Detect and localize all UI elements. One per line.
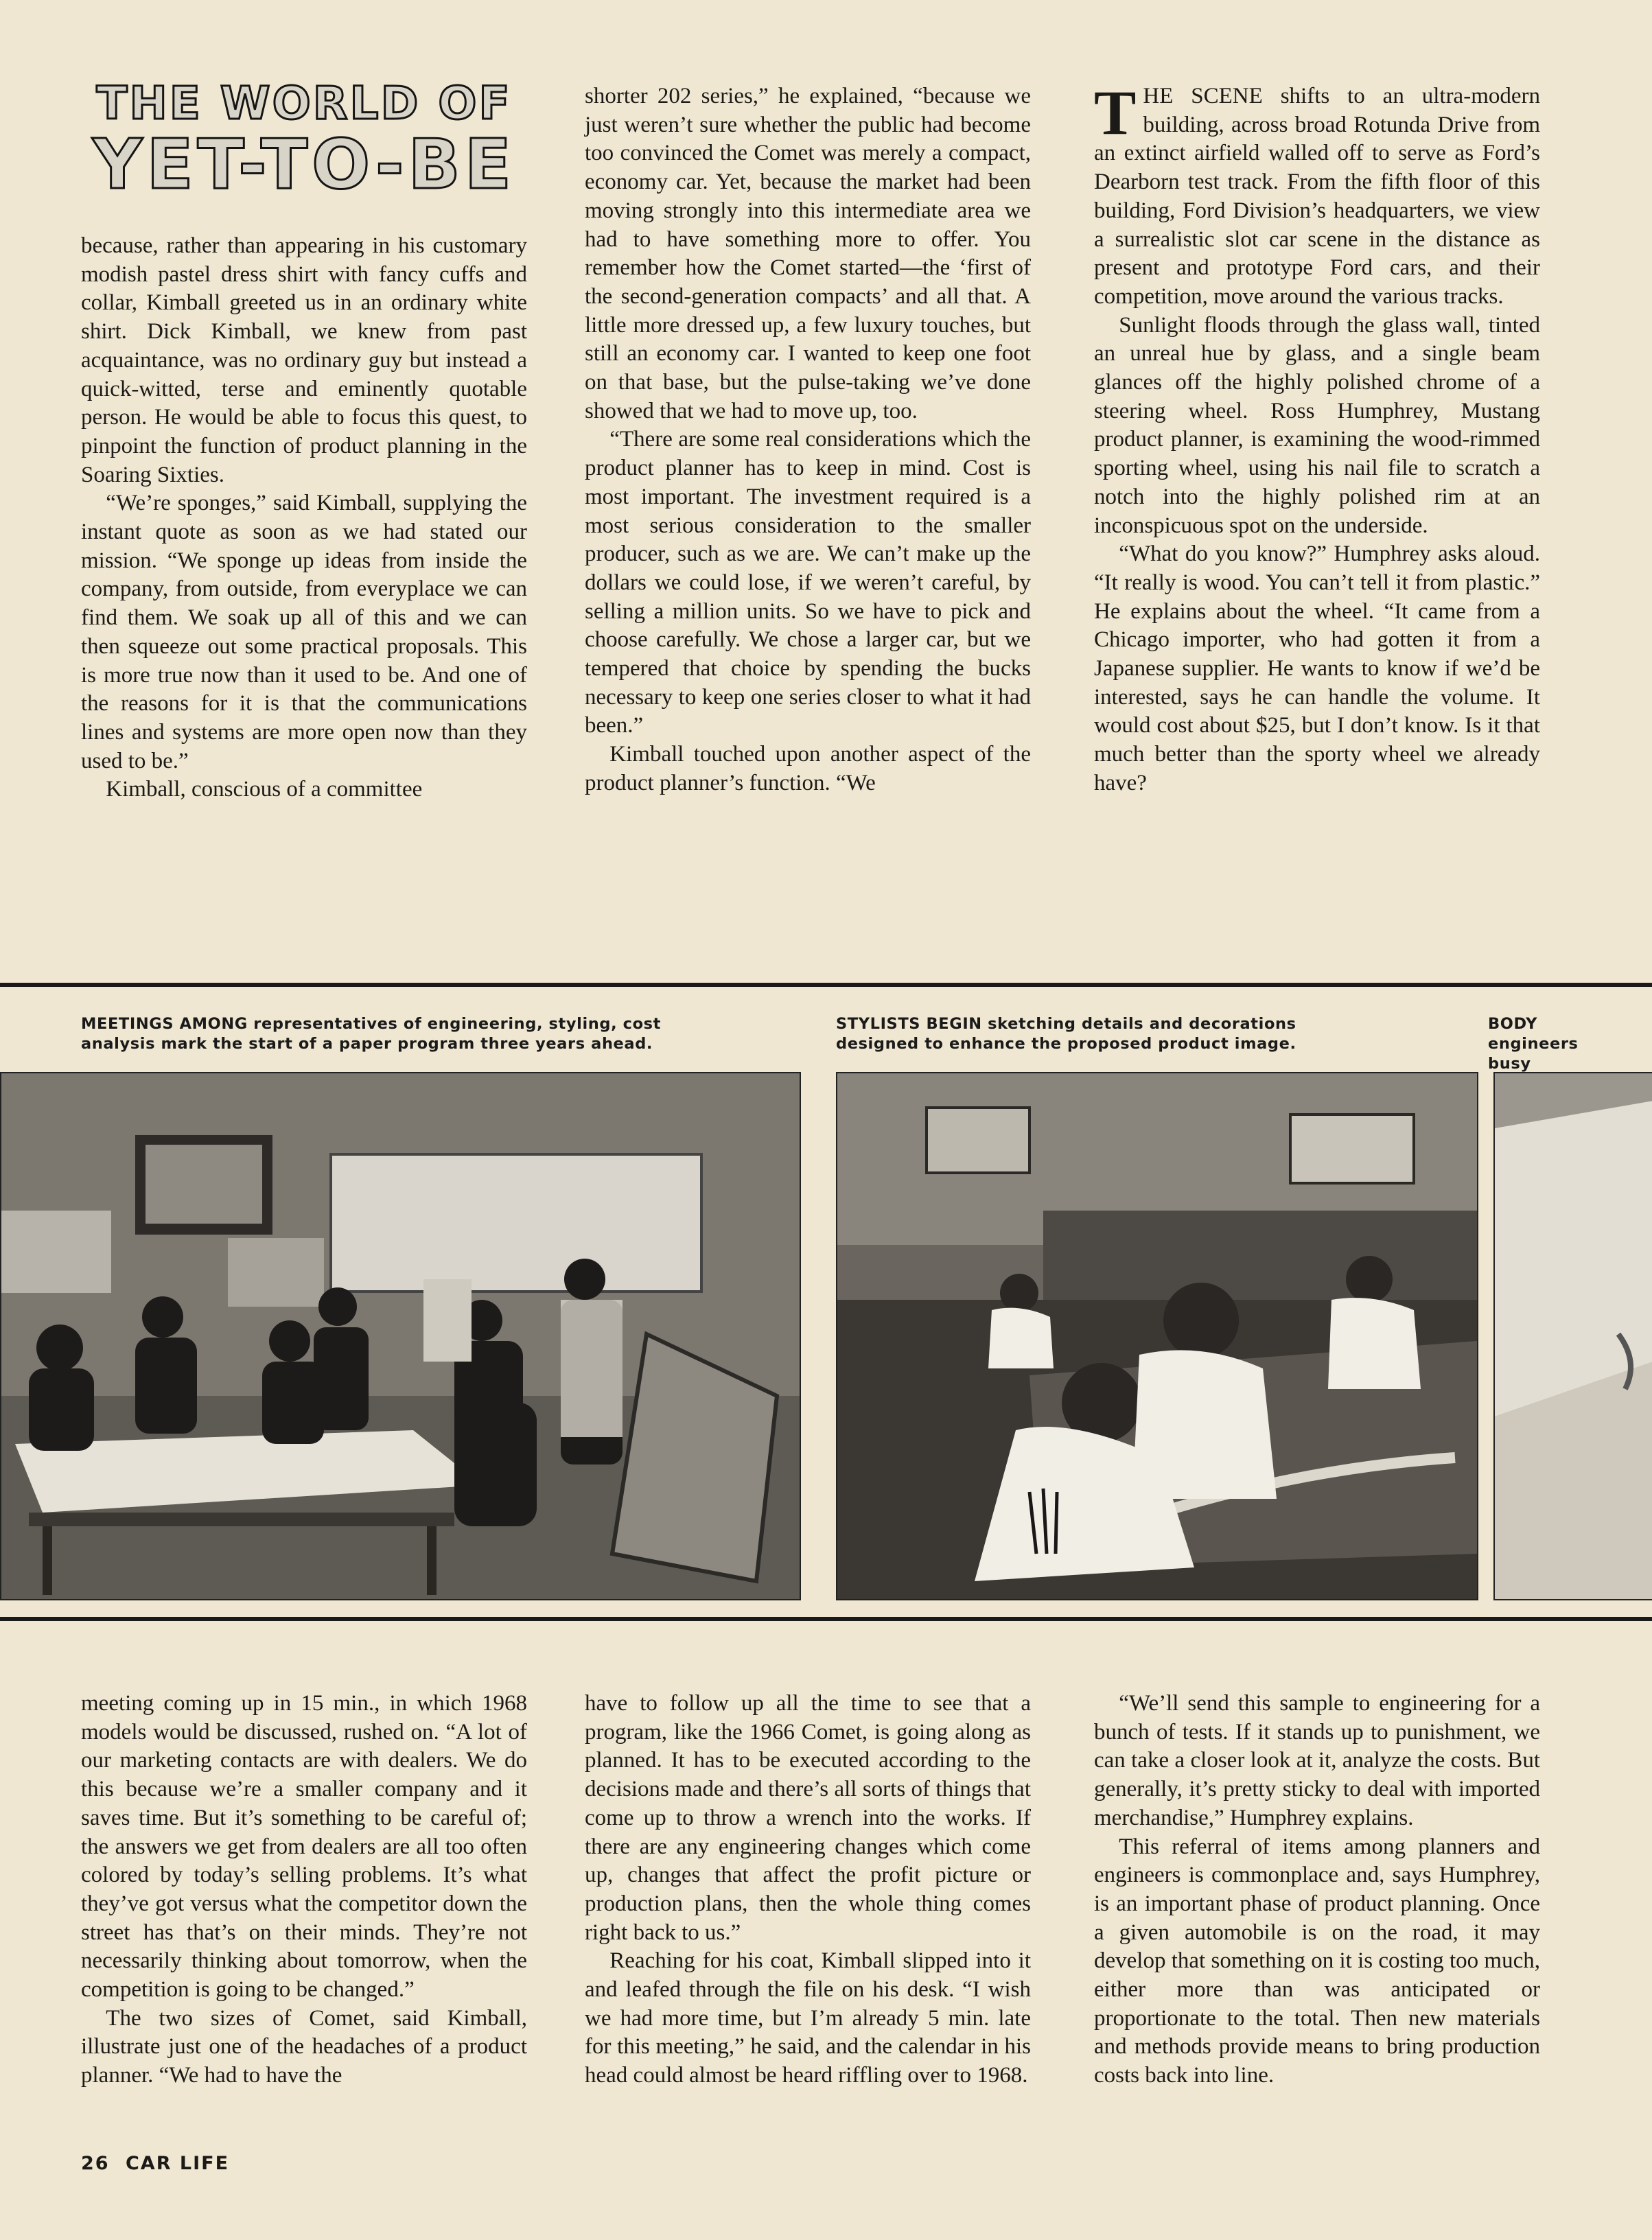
photo-stylists <box>836 1072 1478 1600</box>
page-footer <box>81 2153 229 2174</box>
bottom-column-1 <box>81 1690 527 2090</box>
paragraph: have to follow up all the time to see that a program, like the 1966 Comet, is going along as planned. It has to be executed according to the decisions made and there’s all sorts of things that come up to throw a wrench into the works. If there are any engineering changes which come up, changes that affect the profit picture or production plans, then the whole thing comes right back to us.” <box>585 1691 1031 1945</box>
paragraph: The two sizes of Comet, said Kimball, illustrate just one of the headaches of a product planner. “We had to have the <box>81 2005 527 2088</box>
caption-lead: STYLISTS BEGIN <box>836 1015 982 1033</box>
magazine-name: CAR LIFE <box>125 2153 230 2174</box>
paragraph: Kimball, conscious of a committee <box>106 777 423 802</box>
caption-text: representatives of engineering, styling, cost analysis mark the start of a paper program three years ahead. <box>81 1015 662 1053</box>
paragraph: “We’ll send this sample to engineering for a bunch of tests. If it stands up to punishment, we can take a closer look at it, analyze the costs. But generally, it’s pretty sticky to deal with imported merchandise,” Humphrey explains. <box>1094 1691 1540 1830</box>
caption-meetings <box>81 1014 740 1054</box>
lead-in: HE SCENE <box>1143 84 1263 108</box>
photo-meeting <box>0 1072 801 1600</box>
top-column-3 <box>1094 78 1540 798</box>
paragraph: “There are some real considerations which the product planner has to keep in mind. Cost is most important. The investment required is a most serious consideration to the smaller producer, such as we are. We can’t make up the dollars we could lose, if we weren’t careful, by selling a million units. So we have to pick and choose carefully. We chose a larger car, but we tempered that choice by spending the bucks necessary to keep one series closer to what it had been.” <box>585 427 1031 738</box>
drop-cap: T <box>1094 78 1137 148</box>
photo-body-engineers <box>1493 1072 1652 1600</box>
caption-lead: MEETINGS AMONG <box>81 1015 248 1033</box>
top-column-1 <box>81 232 527 804</box>
caption-text: engineers busy <box>1488 1035 1579 1073</box>
headline-line-1: THE WORLD OF <box>96 77 512 130</box>
paragraph: Reaching for his coat, Kimball slipped into it and leafed through the file on his desk. “I wish we had more time, but I’m already 5 min. late for this meeting,” he said, and the calendar in his head could almost be heard riffling over to 1968. <box>585 1948 1031 2088</box>
bottom-divider-rule <box>0 1617 1652 1621</box>
paragraph <box>1094 78 1540 312</box>
paragraph: because, rather than appearing in his customary modish pastel dress shirt with fancy cuffs and collar, Kimball greeted us in an ordinary white shirt. Dick Kimball, we knew from past acquaintance, was no ordinary guy but instead a quick-witted, terse and eminently quotable person. He would be able to focus this quest, to pinpoint the function of product planning in the Soaring Sixties. <box>81 233 527 487</box>
paragraph: meeting coming up in 15 min., in which 1968 models would be discussed, rushed on. “A lot of our marketing contacts are with dealers. We do this because we’re a smaller company and it saves time. But it’s something to be careful of; the answers we get from dealers are all too often colored by today’s selling problems. It’s what they’ve got versus what the competitor down the street has that’s on their minds. They’re not necessarily thinking about tomorrow, when the competition is going to be changed.” <box>81 1691 527 2003</box>
lead-paragraph-text: shifts to an ultra-modern building, across broad Rotunda Drive from an extinct airfield walled off to serve as Ford’s Dearborn test track. From the fifth floor of this building, Ford Division’s headquarters, we view a surrealistic slot car scene in the distance as present and prototype Ford cars, and their competition, move around the various tracks. <box>1094 84 1540 309</box>
paragraph: “What do you know?” Humphrey asks aloud. “It really is wood. You can’t tell it from plastic.” He explains about the wheel. “It came from a Chicago importer, who had gotten it from a Japanese supplier. He wants to know if we’d be interested, says he can handle the volume. It would cost about $25, but I don’t know. Is it that much better than the sporty wheel we already have? <box>1094 541 1540 795</box>
caption-lead: BODY <box>1488 1015 1538 1033</box>
top-column-2 <box>585 82 1031 798</box>
caption-text: sketching details and decorations designed to enhance the proposed product image. <box>836 1015 1296 1053</box>
caption-body <box>1488 1014 1612 1074</box>
caption-stylists <box>836 1014 1371 1054</box>
paragraph: shorter 202 series,” he explained, “because we just weren’t sure whether the public had become too convinced the Comet was merely a compact, economy car. Yet, because the market had been moving strongly into this intermediate area we had to have something more to offer. You remember how the Comet started—the ‘first of the second-generation compacts’ and all that. A little more dressed up, a few luxury touches, but still an economy car. I wanted to keep one foot on that base, but the pulse-taking we’ve done showed that we had to move up, too. <box>585 84 1031 423</box>
paragraph: Sunlight floods through the glass wall, tinted an unreal hue by glass, and a single beam glances off the highly polished chrome of a steering wheel. Ross Humphrey, Mustang product planner, is examining the wood-rimmed sporting wheel, using his nail file to scratch a notch into the highly polished rim at an inconspicuous spot on the underside. <box>1094 312 1540 538</box>
paragraph: This referral of items among planners and engineers is commonplace and, says Humphrey, is an important phase of product planning. Once a given automobile is on the road, it may develop that something on it is costing too much, either more than was anticipated or proportionate to the total. Then new materials and methods provide means to bring production costs back into line. <box>1094 1834 1540 2088</box>
paragraph: Kimball touched upon another aspect of the product planner’s function. “We <box>585 742 1031 795</box>
bottom-column-3 <box>1094 1690 1540 2090</box>
page-number: 26 <box>81 2153 110 2174</box>
headline <box>81 77 527 205</box>
headline-line-2: YET-TO-BE <box>92 124 516 205</box>
paragraph: “We’re sponges,” said Kimball, supplying the instant quote as soon as we had stated our mission. “We sponge up ideas from inside the company, from outside, from everyplace we can find them. We soak up all of this and we can then squeeze out some practical proposals. This is more true now than it used to be. And one of the reasons for it is that the communications lines and systems are more open now than they used to be.” <box>81 491 527 773</box>
bottom-column-2 <box>585 1690 1031 2090</box>
top-divider-rule <box>0 983 1652 987</box>
